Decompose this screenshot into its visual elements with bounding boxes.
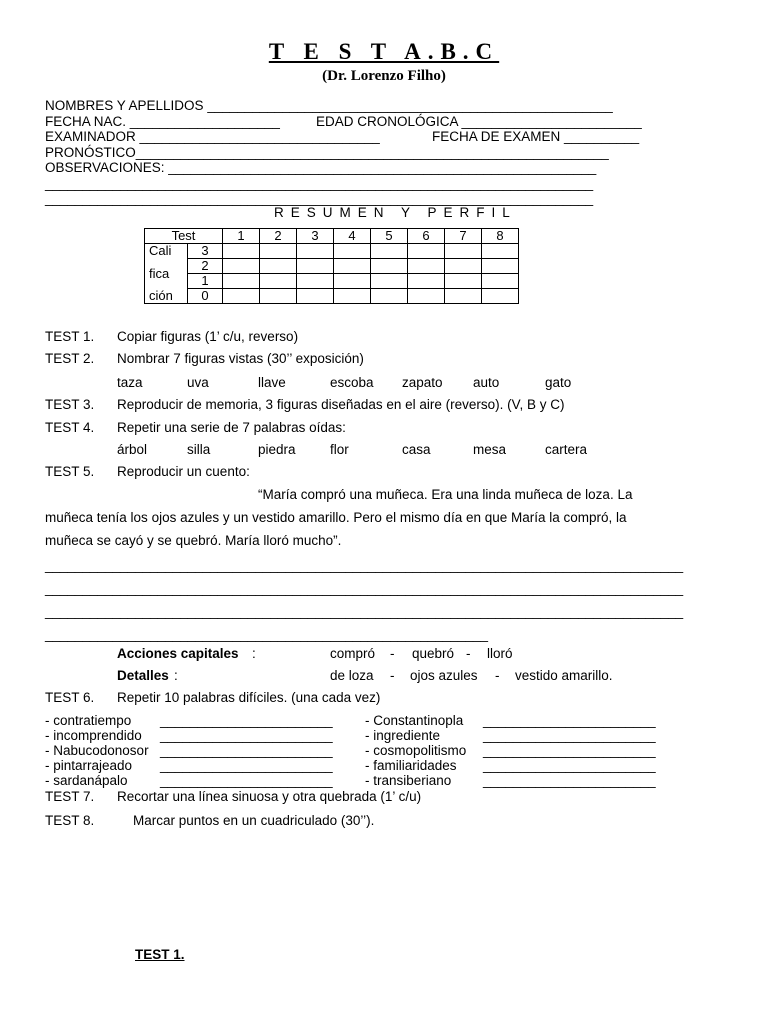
acciones-label: Acciones capitales — [117, 646, 239, 661]
score-cell[interactable] — [260, 274, 297, 289]
test-1-text: Copiar figuras (1’ c/u, reverso) — [117, 329, 299, 344]
detalles-dash: - — [495, 668, 500, 683]
test-2-word: auto — [473, 375, 500, 390]
score-cell[interactable] — [445, 289, 482, 304]
word-answer-blank[interactable]: _______________________ — [160, 758, 333, 773]
score-cell[interactable] — [297, 244, 334, 259]
document-title: T E S T A.B.C — [268, 39, 500, 64]
test-2-word: llave — [258, 375, 286, 390]
test-2-word: zapato — [402, 375, 443, 390]
detalles-colon: : — [174, 668, 178, 683]
score-cell[interactable] — [371, 244, 408, 259]
form-line-blank[interactable]: _________________________________________________________________________ — [45, 191, 594, 206]
score-cell[interactable] — [297, 289, 334, 304]
score-cell[interactable] — [408, 289, 445, 304]
test-2-word: taza — [117, 375, 143, 390]
detalles-label: Detalles — [117, 668, 169, 683]
test-4-text: Repetir una serie de 7 palabras oídas: — [117, 420, 346, 435]
test-3-label: TEST 3. — [45, 397, 95, 412]
score-cell[interactable] — [445, 259, 482, 274]
column-header: 5 — [371, 229, 408, 244]
word-answer-blank[interactable]: _______________________ — [483, 773, 656, 788]
word-answer-blank[interactable]: _______________________ — [483, 743, 656, 758]
detalles-item: vestido amarillo. — [515, 668, 613, 683]
difficult-word: - sardanápalo — [45, 773, 128, 788]
test-4-word: piedra — [258, 442, 296, 457]
word-answer-blank[interactable]: _______________________ — [483, 728, 656, 743]
score-cell[interactable] — [371, 259, 408, 274]
score-cell[interactable] — [223, 274, 260, 289]
form-line-exam-date[interactable]: FECHA DE EXAMEN __________ — [432, 129, 640, 144]
score-cell[interactable] — [260, 289, 297, 304]
story-line: muñeca se cayó y se quebró. María lloró mucho”. — [45, 533, 342, 548]
test-4-word: flor — [330, 442, 349, 457]
word-answer-blank[interactable]: _______________________ — [160, 743, 333, 758]
acciones-dash: - — [390, 646, 395, 661]
score-cell[interactable] — [482, 259, 519, 274]
form-line-observations[interactable]: OBSERVACIONES: _________________________________________________________ — [45, 160, 597, 175]
form-line-birthdate[interactable]: FECHA NAC. ____________________ — [45, 114, 280, 129]
difficult-word: - Constantinopla — [365, 713, 464, 728]
test-2-word: uva — [187, 375, 209, 390]
score-cell[interactable] — [445, 244, 482, 259]
score-label: 2 — [188, 259, 223, 274]
word-answer-blank[interactable]: _______________________ — [160, 728, 333, 743]
detalles-dash: - — [390, 668, 395, 683]
difficult-word: - contratiempo — [45, 713, 132, 728]
score-cell[interactable] — [482, 244, 519, 259]
story-line: “María compró una muñeca. Era una linda muñeca de loza. La — [258, 487, 633, 502]
test-4-label: TEST 4. — [45, 420, 95, 435]
row-label-cali: Cali — [145, 244, 188, 259]
test-8-label: TEST 8. — [45, 813, 95, 828]
test-4-word: mesa — [473, 442, 507, 457]
score-cell[interactable] — [334, 244, 371, 259]
column-header: 4 — [334, 229, 371, 244]
acciones-item: quebró — [412, 646, 455, 661]
column-header: 6 — [408, 229, 445, 244]
word-answer-blank[interactable]: _______________________ — [483, 758, 656, 773]
test-2-text: Nombrar 7 figuras vistas (30’’ exposición) — [117, 351, 364, 366]
test-5-label: TEST 5. — [45, 464, 95, 479]
test-5-text: Reproducir un cuento: — [117, 464, 250, 479]
difficult-word: - incomprendido — [45, 728, 142, 743]
score-label: 1 — [188, 274, 223, 289]
score-cell[interactable] — [482, 274, 519, 289]
test-6-label: TEST 6. — [45, 690, 95, 705]
profile-heading: RESUMEN Y PERFIL — [274, 205, 517, 220]
acciones-item: lloró — [487, 646, 513, 661]
test-4-word: casa — [402, 442, 431, 457]
score-cell[interactable] — [408, 244, 445, 259]
next-section-heading: TEST 1. — [135, 947, 185, 962]
score-cell[interactable] — [371, 274, 408, 289]
difficult-word: - familiaridades — [365, 758, 457, 773]
detalles-item: ojos azules — [410, 668, 478, 683]
difficult-word: - ingrediente — [365, 728, 441, 743]
difficult-word: - cosmopolitismo — [365, 743, 467, 758]
story-line: muñeca tenía los ojos azules y un vestido amarillo. Pero el mismo día en que María la compró, la — [45, 510, 627, 525]
test-1-label: TEST 1. — [45, 329, 95, 344]
row-label-fica: fica — [145, 259, 188, 289]
score-cell[interactable] — [223, 289, 260, 304]
form-line-prognosis[interactable]: PRONÓSTICO_______________________________________________________________ — [45, 145, 609, 160]
answer-blank-line[interactable]: ___________________________________________________________ — [45, 627, 488, 642]
column-header: 8 — [482, 229, 519, 244]
profile-table — [144, 228, 519, 304]
test-7-text: Recortar una línea sinuosa y otra quebrada (1’ c/u) — [117, 789, 422, 804]
column-header: 7 — [445, 229, 482, 244]
form-line-age[interactable]: EDAD CRONOLÓGICA ________________________ — [316, 114, 642, 129]
score-cell[interactable] — [371, 289, 408, 304]
column-header: 3 — [297, 229, 334, 244]
score-cell[interactable] — [260, 244, 297, 259]
test-2-label: TEST 2. — [45, 351, 95, 366]
test-8-text: Marcar puntos en un cuadriculado (30’’). — [133, 813, 375, 828]
answer-blank-line[interactable]: _____________________________________________________________________________________ — [45, 581, 684, 596]
score-label: 0 — [188, 289, 223, 304]
form-line-examiner[interactable]: EXAMINADOR ________________________________ — [45, 129, 380, 144]
score-cell[interactable] — [482, 289, 519, 304]
difficult-word: - transiberiano — [365, 773, 452, 788]
form-line-blank[interactable]: _________________________________________________________________________ — [45, 176, 594, 191]
test-4-word: árbol — [117, 442, 148, 457]
score-cell[interactable] — [334, 289, 371, 304]
test-4-word: silla — [187, 442, 211, 457]
test-4-word: cartera — [545, 442, 588, 457]
test-2-word: gato — [545, 375, 572, 390]
score-cell[interactable] — [334, 274, 371, 289]
test-7-label: TEST 7. — [45, 789, 95, 804]
acciones-item: compró — [330, 646, 376, 661]
answer-blank-line[interactable]: _____________________________________________________________________________________ — [45, 604, 684, 619]
test-header-cell: Test — [145, 229, 223, 244]
acciones-colon: : — [252, 646, 256, 661]
word-answer-blank[interactable]: _______________________ — [160, 713, 333, 728]
difficult-word: - Nabucodonosor — [45, 743, 149, 758]
score-cell[interactable] — [445, 274, 482, 289]
test-3-text: Reproducir de memoria, 3 figuras diseñadas en el aire (reverso). (V, B y C) — [117, 397, 565, 412]
row-label-cion: ción — [145, 289, 188, 304]
column-header: 2 — [260, 229, 297, 244]
score-cell[interactable] — [223, 244, 260, 259]
score-cell[interactable] — [408, 274, 445, 289]
score-cell[interactable] — [297, 259, 334, 274]
score-cell[interactable] — [334, 259, 371, 274]
document-subtitle: (Dr. Lorenzo Filho) — [322, 68, 446, 84]
score-cell[interactable] — [223, 259, 260, 274]
score-cell[interactable] — [260, 259, 297, 274]
word-answer-blank[interactable]: _______________________ — [483, 713, 656, 728]
acciones-dash: - — [466, 646, 471, 661]
detalles-item: de loza — [330, 668, 374, 683]
column-header: 1 — [223, 229, 260, 244]
test-2-word: escoba — [330, 375, 374, 390]
form-line-name[interactable]: NOMBRES Y APELLIDOS ______________________________________________________ — [45, 98, 613, 113]
score-cell[interactable] — [297, 274, 334, 289]
score-cell[interactable] — [408, 259, 445, 274]
difficult-word: - pintarrajeado — [45, 758, 133, 773]
test-6-text: Repetir 10 palabras difíciles. (una cada vez) — [117, 690, 381, 705]
score-label: 3 — [188, 244, 223, 259]
answer-blank-line[interactable]: _____________________________________________________________________________________ — [45, 558, 684, 573]
word-answer-blank[interactable]: _______________________ — [160, 773, 333, 788]
